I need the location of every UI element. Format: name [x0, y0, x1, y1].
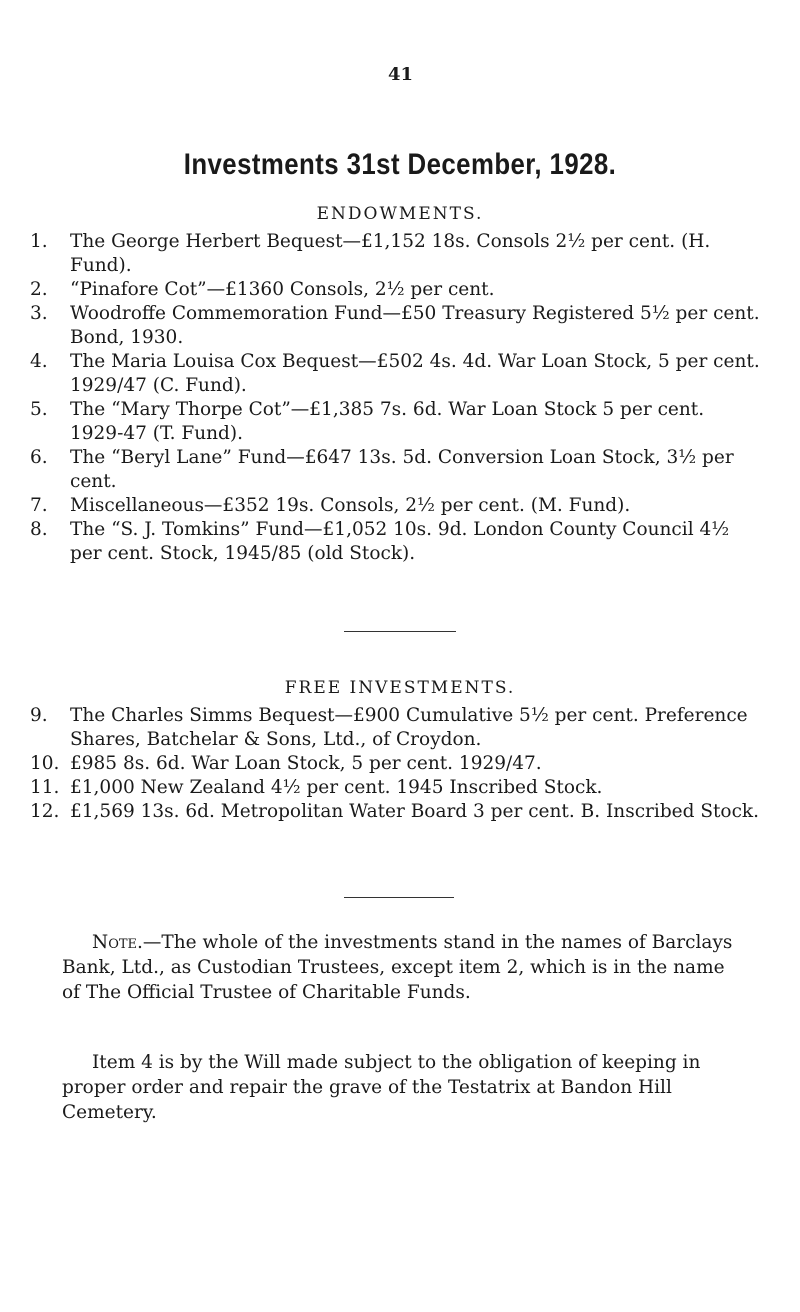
endowments-list — [30, 230, 760, 566]
section-divider — [344, 631, 456, 632]
page-title: Investments 31st December, 1928. — [183, 148, 617, 181]
free-investments-list — [30, 704, 760, 824]
list-item: 4. The Maria Louisa Cox Bequest—£502 4s. 4d. War Loan Stock, 5 per cent. 1929/47 (C. Fund). — [30, 351, 760, 396]
list-item: 7. Miscellaneous—£352 19s. Consols, 2½ per cent. (M. Fund). — [30, 495, 631, 516]
list-item: 9. The Charles Simms Bequest—£900 Cumulative 5½ per cent. Preference Shares, Batchelar & Sons, Ltd., of Croydon. — [30, 705, 748, 750]
list-item: 3. Woodroffe Commemoration Fund—£50 Treasury Registered 5½ per cent. Bond, 1930. — [30, 303, 760, 348]
endowments-heading: ENDOWMENTS. — [316, 204, 484, 224]
list-item: 8. The “S. J. Tomkins” Fund—£1,052 10s. 9d. London County Council 4½ per cent. Stock, 1945/85 (old Stock). — [30, 519, 730, 564]
custodian-note: Note.—The whole of the investments stand in the names of Barclays Bank, Ltd., as Custodian Trustees, except item 2, which is in the name of The Official Trustee of Charitable Funds. — [62, 932, 733, 1003]
list-item: 1. The George Herbert Bequest—£1,152 18s. Consols 2½ per cent. (H. Fund). — [30, 231, 711, 276]
list-item: 12. £1,569 13s. 6d. Metropolitan Water Board 3 per cent. B. Inscribed Stock. — [30, 801, 760, 822]
free-investments-heading: FREE INVESTMENTS. — [284, 678, 516, 698]
list-item: 6. The “Beryl Lane” Fund—£647 13s. 5d. Conversion Loan Stock, 3½ per cent. — [30, 447, 734, 492]
page-number: 41 — [388, 64, 414, 85]
list-item: 5. The “Mary Thorpe Cot”—£1,385 7s. 6d. War Loan Stock 5 per cent. 1929-47 (T. Fund). — [30, 399, 705, 444]
list-item: 11. £1,000 New Zealand 4½ per cent. 1945 Inscribed Stock. — [30, 777, 603, 798]
list-item: 10. £985 8s. 6d. War Loan Stock, 5 per cent. 1929/47. — [30, 753, 542, 774]
item4-note: Item 4 is by the Will made subject to the obligation of keeping in proper order and repair the grave of the Testatrix at Bandon Hill Cemetery. — [62, 1052, 701, 1123]
section-divider — [344, 897, 454, 898]
list-item: 2. “Pinafore Cot”—£1360 Consols, 2½ per cent. — [30, 279, 495, 300]
